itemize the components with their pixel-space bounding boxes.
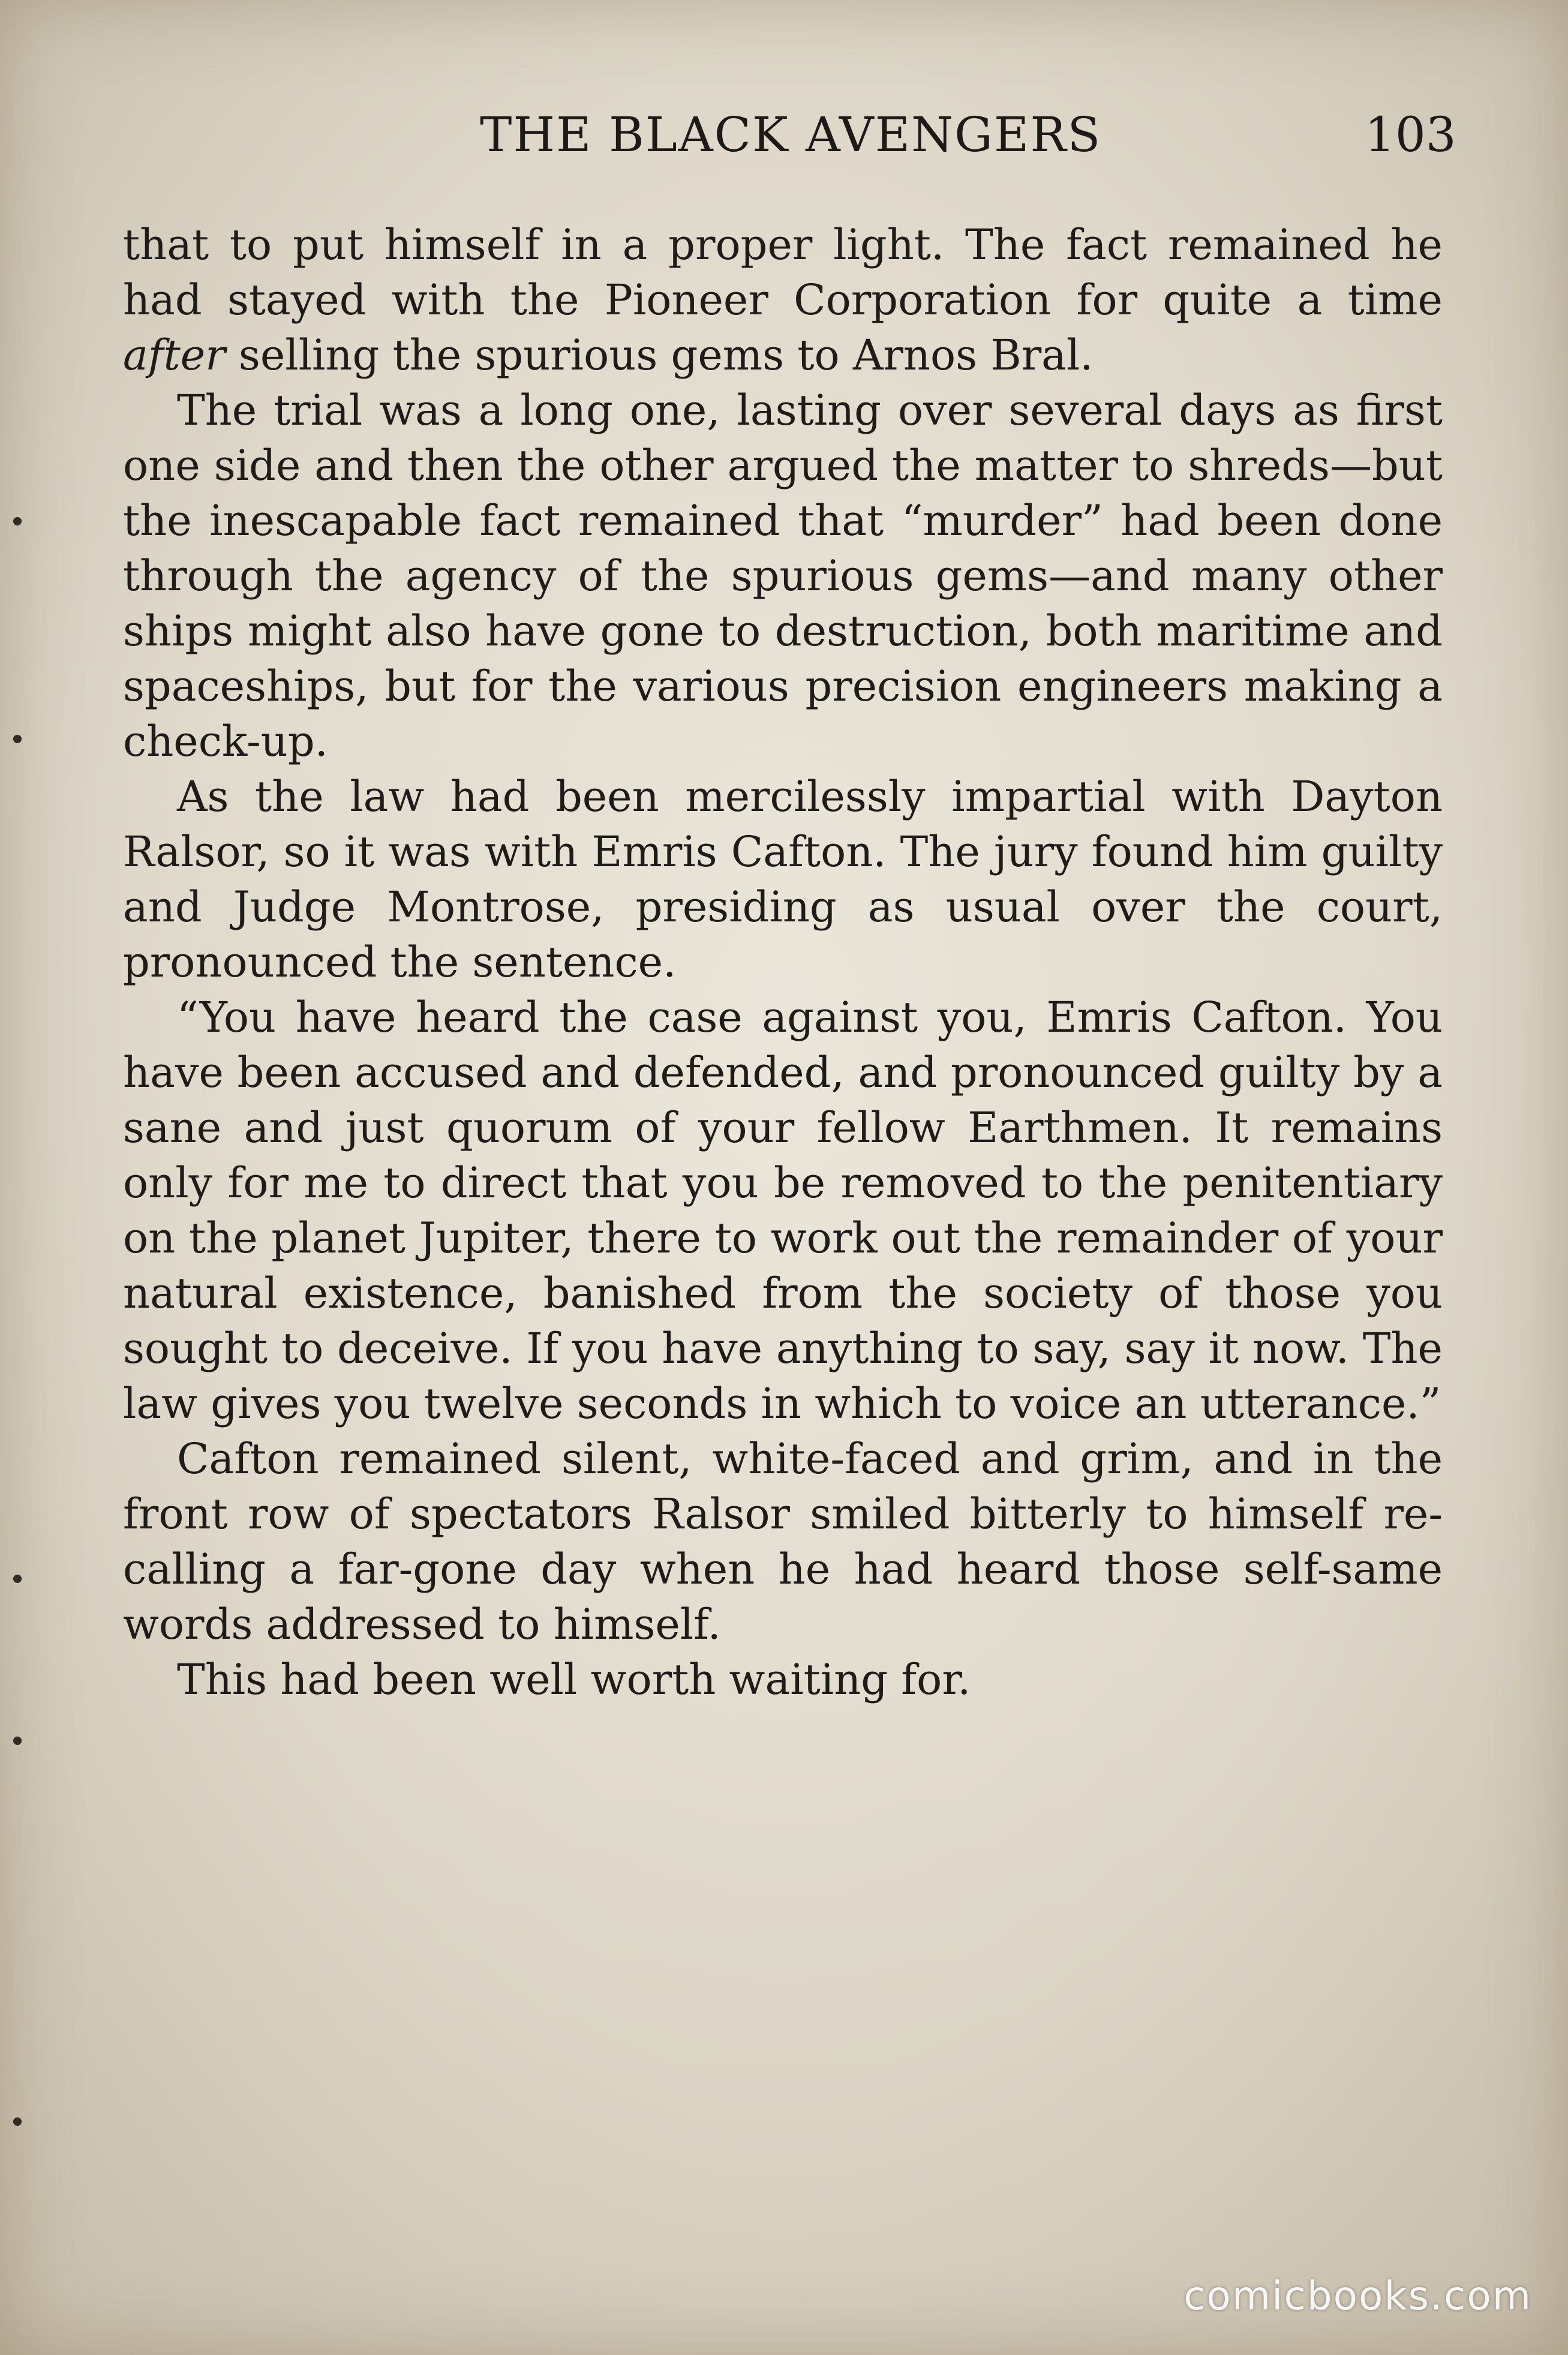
paragraph-1-italic: after [123, 331, 226, 380]
margin-mark [13, 1575, 22, 1583]
paragraph-5: Cafton remained silent, white-faced and grim, and in the front row of spectators Ralsor smiled bitterly to himself re-calling a far-gone day when he had heard those self-same words addressed to himself. [123, 1434, 1443, 1649]
paragraph-1-text-b: selling the spurious gems to Arnos Bral. [225, 331, 1094, 380]
paragraph-1 [123, 217, 1443, 383]
paragraph-3: As the law had been mercilessly impartial with Dayton Ralsor, so it was with Emris Cafton. The jury found him guilty and Judge Montrose, presiding as usual over the court, pronounced the sentence. [123, 772, 1443, 987]
paragraph-4: “You have heard the case against you, Emris Cafton. You have been accused and defended, and pronounced guilty by a sane and just quorum of your fellow Earthmen. It remains only for me to direct that you be removed to the penitentiary on the planet Jupiter, there to work out the remainder of your natural existence, banished from the society of those you sought to deceive. If you have anything to say, say it now. The law gives you twelve seconds in which to voice an utterance.” [123, 993, 1443, 1428]
paragraph-1-text-a: that to put himself in a proper light. The fact remained he had stayed with the Pioneer Corporation for quite a time [123, 220, 1443, 325]
margin-mark [13, 2117, 22, 2126]
page-number: 103 [1365, 107, 1456, 163]
margin-mark [13, 517, 22, 525]
margin-mark [13, 735, 22, 743]
running-title: THE BLACK AVENGERS [480, 107, 1102, 163]
paragraph-6: This had been well worth waiting for. [177, 1655, 971, 1704]
page-body [123, 217, 1443, 1707]
margin-mark [13, 1737, 22, 1745]
paragraph-2: The trial was a long one, lasting over several days as first one side and then the other argued the matter to shreds—but the inescapable fact remained that “murder” had been done through the agency of the spurious gems—and many other ships might also have gone to destruction, both maritime and spaceships, but for the various precision engineers making a check-up. [123, 386, 1443, 766]
watermark-text: comicbooks.com [1183, 2273, 1532, 2319]
